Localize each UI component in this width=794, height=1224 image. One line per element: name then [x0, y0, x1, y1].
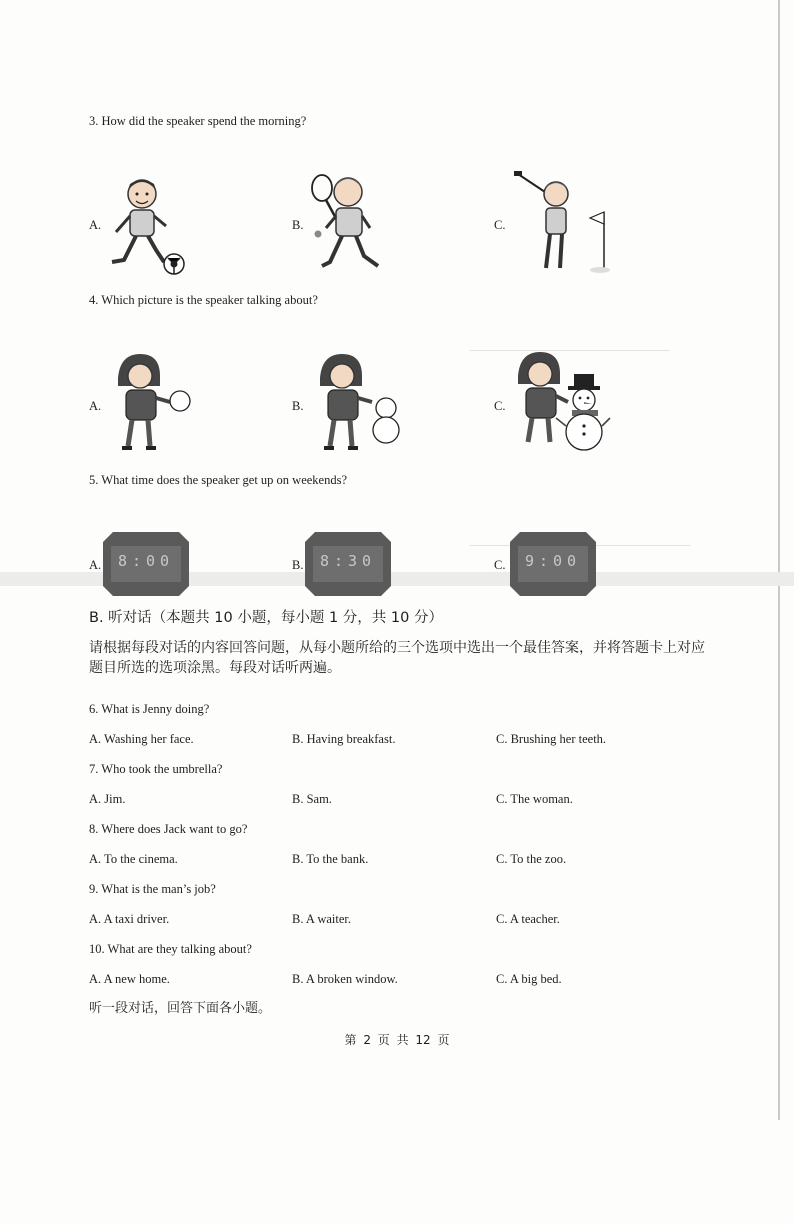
question-3-prompt: 3. How did the speaker spend the morning? — [89, 114, 307, 128]
question-5-option-a-label: A. — [89, 558, 102, 572]
question-9-option-b: B. A waiter. — [292, 912, 352, 926]
question-8-option-a: A. To the cinema. — [89, 852, 178, 866]
digital-clock-icon — [303, 528, 393, 600]
boy-playing-tennis-icon — [304, 170, 408, 278]
question-8-prompt: 8. Where does Jack want to go? — [89, 822, 248, 836]
question-5-option-c-label: C. — [494, 558, 506, 572]
question-7-option-b: B. Sam. — [292, 792, 332, 806]
question-6-option-c: C. Brushing her teeth. — [496, 732, 607, 746]
question-8-option-c: C. To the zoo. — [496, 852, 567, 866]
question-7-prompt: 7. Who took the umbrella? — [89, 762, 223, 776]
question-5-option-b-label: B. — [292, 558, 304, 572]
question-10-option-c: C. A big bed. — [496, 972, 562, 986]
question-4-option-c-label: C. — [494, 399, 506, 413]
question-6-option-a: A. Washing her face. — [89, 732, 194, 746]
page-edge-shadow — [778, 0, 780, 1120]
question-9-prompt: 9. What is the man’s job? — [89, 882, 216, 896]
question-3-option-c-label: C. — [494, 218, 506, 232]
girl-with-small-snowman-icon — [306, 350, 410, 458]
question-10-option-b: B. A broken window. — [292, 972, 398, 986]
question-4-option-a-label: A. — [89, 399, 102, 413]
question-6-prompt: 6. What is Jenny doing? — [89, 702, 210, 716]
clock-c-time: 9:00 — [524, 552, 582, 570]
question-3-option-b-label: B. — [292, 218, 304, 232]
question-7-option-a: A. Jim. — [89, 792, 126, 806]
question-10-option-a: A. A new home. — [89, 972, 170, 986]
closing-instruction: 听一段对话，回答下面各小题。 — [89, 1001, 272, 1016]
boy-playing-golf-icon — [508, 168, 612, 276]
question-5-prompt: 5. What time does the speaker get up on weekends? — [89, 473, 348, 487]
girl-with-snowball-icon — [104, 350, 208, 458]
question-9-option-a: A. A taxi driver. — [89, 912, 170, 926]
question-9-option-c: C. A teacher. — [496, 912, 560, 926]
question-6-option-b: B. Having breakfast. — [292, 732, 396, 746]
digital-clock-icon — [508, 528, 598, 600]
question-4-option-b-label: B. — [292, 399, 304, 413]
boy-playing-football-icon — [104, 172, 208, 280]
question-8-option-b: B. To the bank. — [292, 852, 369, 866]
question-3-option-a-label: A. — [89, 218, 102, 232]
clock-b-time: 8:30 — [319, 552, 377, 570]
question-7-option-c: C. The woman. — [496, 792, 573, 806]
girl-with-snowman-with-hat-icon — [510, 348, 614, 456]
question-10-prompt: 10. What are they talking about? — [89, 942, 252, 956]
digital-clock-icon — [101, 528, 191, 600]
clock-a-time: 8:00 — [117, 552, 175, 570]
page-footer: 第 2 页 共 12 页 — [344, 1033, 450, 1047]
section-b-title: B. 听对话（本题共 10 小题，每小题 1 分，共 10 分） — [89, 610, 443, 626]
section-b-instruction: 请根据每段对话的内容回答问题，从每小题所给的三个选项中选出一个最佳答案，并将答题卡上对应题目所选的选项涂黑。每段对话听两遍。 — [89, 640, 705, 676]
question-4-prompt: 4. Which picture is the speaker talking about? — [89, 293, 318, 307]
